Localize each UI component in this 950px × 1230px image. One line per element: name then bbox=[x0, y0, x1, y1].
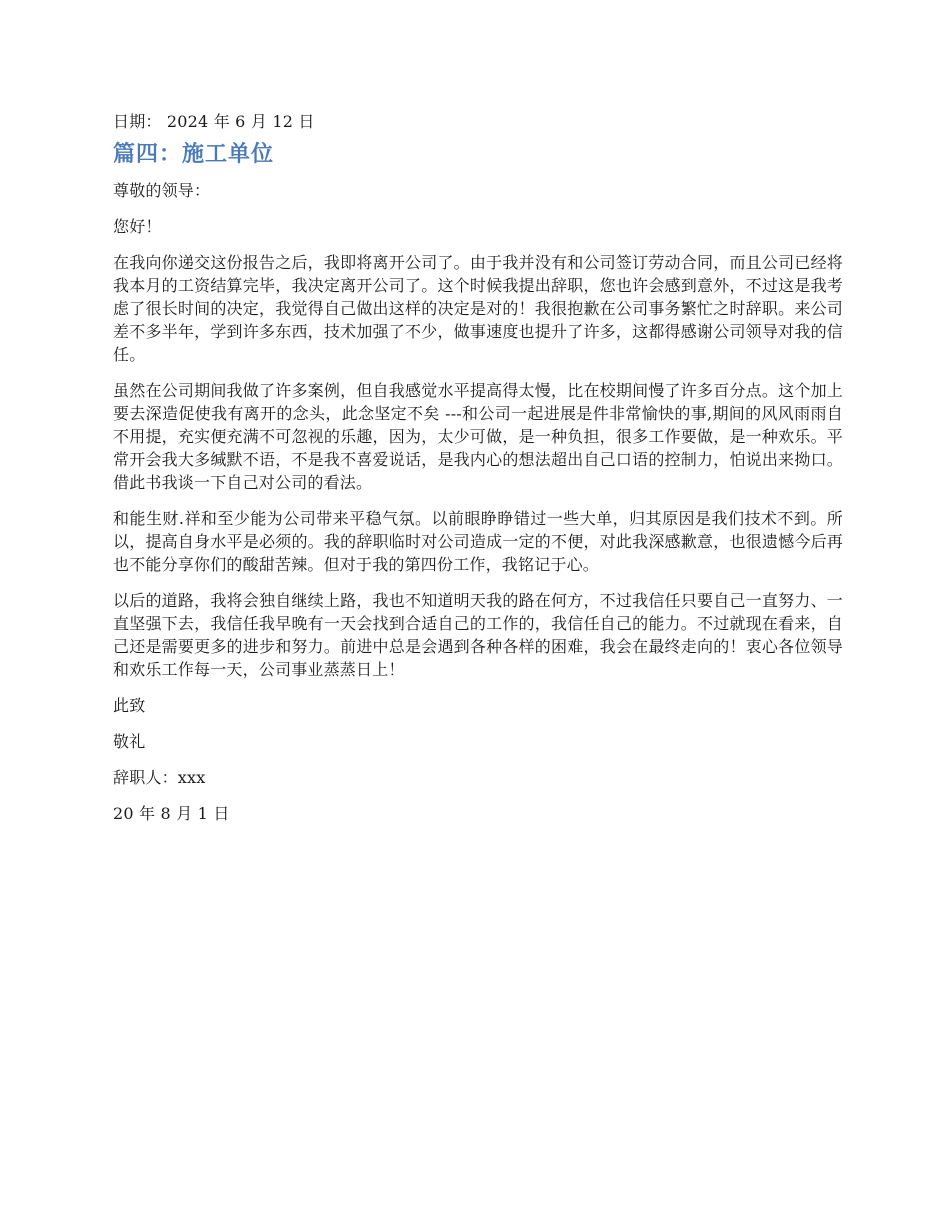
body-paragraph-4: 以后的道路，我将会独自继续上路，我也不知道明天我的路在何方，不过我信任只要自己一直努力、一直坚强下去，我信任我早晚有一天会找到合适自己的工作的，我信任自己的能力。不过就现在看来，自己还是需要更多的进步和努力。前进中总是会遇到各种各样的困难，我会在最终走向的！衷心各位领导和欢乐工作每一天，公司事业蒸蒸日上！ bbox=[113, 591, 843, 679]
closing-line-2: 敬礼 bbox=[113, 732, 146, 751]
section-heading: 篇四：施工单位 bbox=[113, 142, 275, 167]
body-paragraph-1: 在我向你递交这份报告之后，我即将离开公司了。由于我并没有和公司签订劳动合同，而且公司已经将我本月的工资结算完毕，我决定离开公司了。这个时候我提出辞职，您也许会感到意外，不过这是我考虑了很长时间的决定，我觉得自己做出这样的决定是对的！我很抱歉在公司事务繁忙之时辞职。来公司差不多半年，学到许多东西，技术加强了不少，做事速度也提升了许多，这都得感谢公司领导对我的信任。 bbox=[113, 253, 843, 364]
body-paragraph-3: 和能生财.祥和至少能为公司带来平稳气氛。以前眼睁睁错过一些大单，归其原因是我们技术不到。所以，提高自身水平是必须的。我的辞职临时对公司造成一定的不便，对此我深感歉意，也很遗憾今后再也不能分享你们的酸甜苦辣。但对于我的第四份工作，我铭记于心。 bbox=[113, 509, 843, 574]
date-line: 日期： 2024 年 6 月 12 日 bbox=[113, 112, 315, 131]
salutation: 尊敬的领导： bbox=[113, 181, 211, 200]
signature-date: 20 年 8 月 1 日 bbox=[113, 804, 230, 823]
document-page bbox=[113, 110, 843, 838]
greeting: 您好！ bbox=[113, 217, 162, 236]
body-paragraph-2: 虽然在公司期间我做了许多案例，但自我感觉水平提高得太慢，比在校期间慢了许多百分点。这个加上要去深造促使我有离开的念头，此念坚定不矣 ---和公司一起进展是件非常愉快的事,期间的风风雨雨自不用提，充实便充满不可忽视的乐趣，因为，太少可做，是一种负担，很多工作要做，是一种欢乐。平常开会我大多缄默不语，不是我不喜爱说话，是我内心的想法超出自己口语的控制力，怕说出来拗口。借此书我谈一下自己对公司的看法。 bbox=[113, 381, 843, 492]
signature: 辞职人：xxx bbox=[113, 768, 206, 787]
closing-line-1: 此致 bbox=[113, 696, 146, 715]
